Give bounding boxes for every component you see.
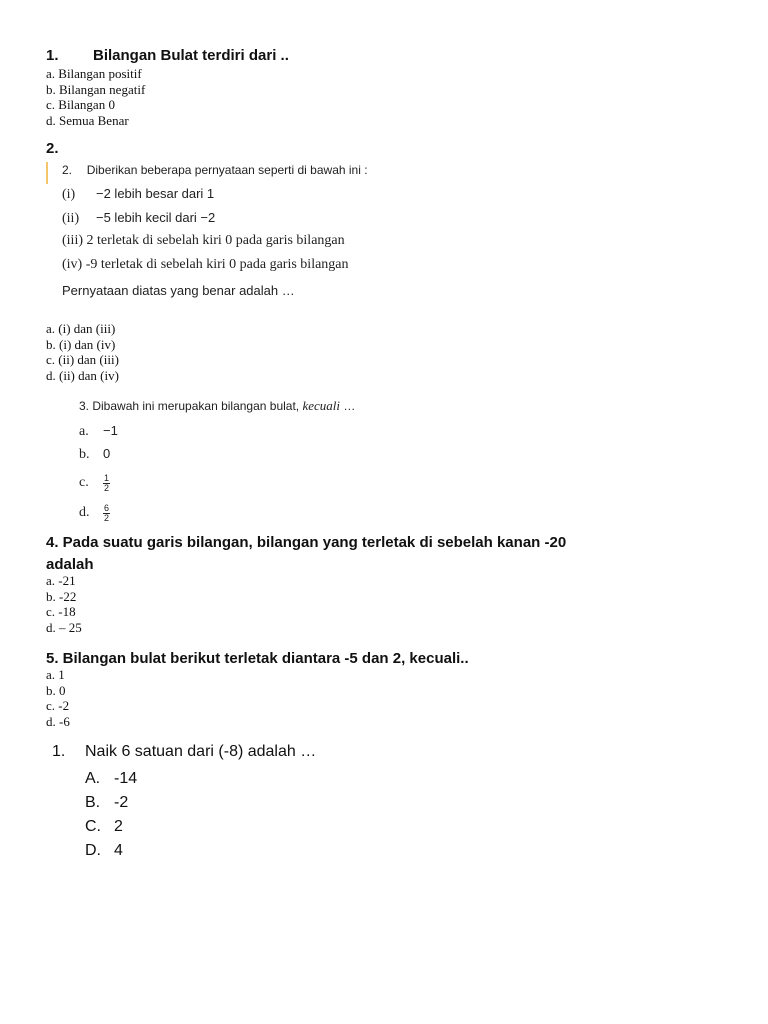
q4-option-a: a. -21 <box>46 573 76 588</box>
q4-text-line1: 4. Pada suatu garis bilangan, bilangan yang terletak di sebelah kanan -20 <box>46 534 567 551</box>
q2-number: 2. <box>46 140 59 157</box>
q6-text: Naik 6 satuan dari (-8) adalah … <box>85 743 317 760</box>
q2-statement-4: (iv) -9 terletak di sebelah kiri 0 pada garis bilangan <box>62 257 349 272</box>
q1-option-a: a. Bilangan positif <box>46 66 142 81</box>
q5-text: 5. Bilangan bulat berikut terletak diantara -5 dan 2, kecuali.. <box>46 650 469 667</box>
q6-number: 1. <box>52 743 66 760</box>
q2-statement-1: (i) −2 lebih besar dari 1 <box>62 186 215 202</box>
q3-option-a: a. −1 <box>79 423 118 439</box>
q2-statement-2: (ii) −5 lebih kecil dari −2 <box>62 210 216 226</box>
q6-option-b: B. -2 <box>85 794 129 811</box>
q2-option-c: c. (ii) dan (iii) <box>46 352 119 367</box>
q3-stem: 3. Dibawah ini merupakan bilangan bulat, kecuali … <box>79 398 356 413</box>
q2-option-a: a. (i) dan (iii) <box>46 321 116 336</box>
q6-options <box>85 767 137 863</box>
q3-embedded-image <box>79 398 355 528</box>
q5-options <box>46 667 70 729</box>
q3-option-b: b. 0 <box>79 446 111 462</box>
q1-option-b: b. Bilangan negatif <box>46 81 146 97</box>
q6-option-d: D. 4 <box>85 842 123 859</box>
q5-option-d: d. -6 <box>46 713 70 729</box>
q2-statement-3: (iii) 2 terletak di sebelah kiri 0 pada garis bilangan <box>62 233 345 248</box>
q1-option-d: d. Semua Benar <box>46 112 129 128</box>
q4-options <box>46 573 82 635</box>
q2-options <box>46 321 119 383</box>
q4-option-c: c. -18 <box>46 604 76 619</box>
q1-options <box>46 66 145 128</box>
q2-image-intro: Diberikan beberapa pernyataan seperti di bawah ini : <box>86 163 368 177</box>
q2-image-question: Pernyataan diatas yang benar adalah … <box>62 283 295 298</box>
q2-option-d: d. (ii) dan (iv) <box>46 367 119 383</box>
q3-option-d: d. $\frac{6}{2}$ <box>79 502 110 523</box>
q2-option-b: b. (i) dan (iv) <box>46 336 116 352</box>
q5-option-a: a. 1 <box>46 667 65 682</box>
q3-option-d-fraction: $\frac{6}{2}$ <box>104 502 110 523</box>
q2-image-marker <box>46 162 48 184</box>
q3-option-c: c. $\frac{1}{2}$ <box>79 472 110 493</box>
q3-option-c-fraction: $\frac{1}{2}$ <box>104 472 110 493</box>
q1-text: Bilangan Bulat terdiri dari .. <box>93 47 289 64</box>
q6-option-a: A. -14 <box>85 770 138 787</box>
q4-text-line2: adalah <box>46 556 94 573</box>
q2-image-intro-number: 2. <box>62 163 73 177</box>
q4-option-d: d. – 25 <box>46 619 82 635</box>
q2-embedded-image <box>62 163 368 298</box>
q1-number: 1. <box>46 47 59 64</box>
q6-option-c: C. 2 <box>85 818 123 835</box>
q1-option-c: c. Bilangan 0 <box>46 97 115 112</box>
q5-option-c: c. -2 <box>46 698 70 713</box>
q5-option-b: b. 0 <box>46 682 66 698</box>
q4-option-b: b. -22 <box>46 588 77 604</box>
